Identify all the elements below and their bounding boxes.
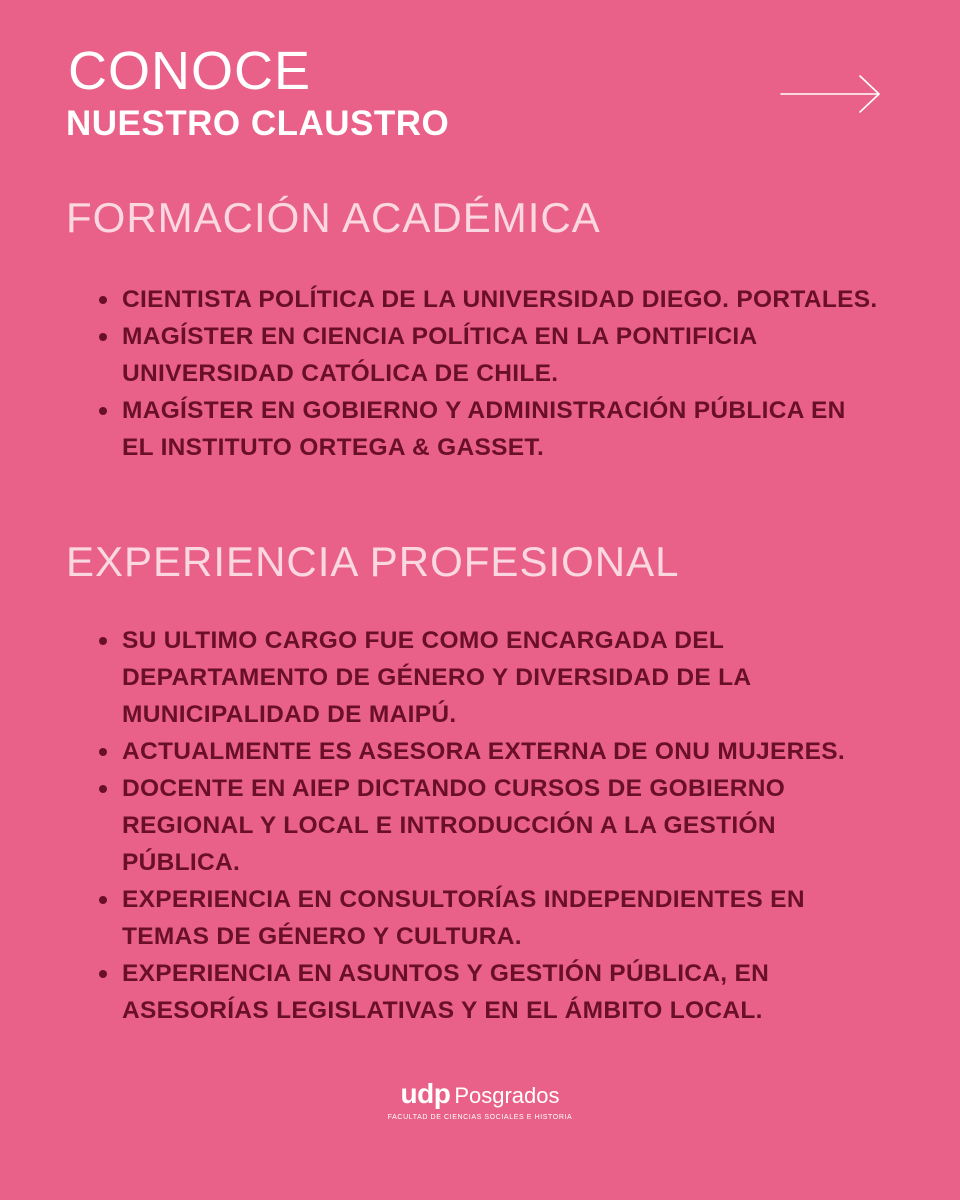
list-item: MAGÍSTER EN CIENCIA POLÍTICA EN LA PONTIFICIA UNIVERSIDAD CATÓLICA DE CHILE. <box>122 318 882 392</box>
arrow-right-icon[interactable] <box>780 72 882 116</box>
list-item: ACTUALMENTE ES ASESORA EXTERNA DE ONU MUJERES. <box>122 733 882 770</box>
section-heading-formacion: FORMACIÓN ACADÉMICA <box>66 194 601 241</box>
list-item: EXPERIENCIA EN CONSULTORÍAS INDEPENDIENTES EN TEMAS DE GÉNERO Y CULTURA. <box>122 881 882 955</box>
page-title: NUESTRO CLAUSTRO <box>66 104 450 143</box>
section-heading-experiencia: EXPERIENCIA PROFESIONAL <box>66 538 680 585</box>
list-item: CIENTISTA POLÍTICA DE LA UNIVERSIDAD DIEGO. PORTALES. <box>122 281 882 318</box>
logo-brand: udp <box>400 1078 451 1109</box>
logo-product: Posgrados <box>454 1083 560 1108</box>
formacion-list <box>122 281 882 466</box>
experiencia-list <box>122 622 882 1029</box>
footer-logo <box>0 1078 960 1121</box>
list-item: EXPERIENCIA EN ASUNTOS Y GESTIÓN PÚBLICA, EN ASESORÍAS LEGISLATIVAS Y EN EL ÁMBITO LOCAL. <box>122 955 882 1029</box>
kicker-text: CONOCE <box>68 41 312 101</box>
list-item: SU ULTIMO CARGO FUE COMO ENCARGADA DEL DEPARTAMENTO DE GÉNERO Y DIVERSIDAD DE LA MUNICIPALIDAD DE MAIPÚ. <box>122 622 882 733</box>
list-item: MAGÍSTER EN GOBIERNO Y ADMINISTRACIÓN PÚBLICA EN EL INSTITUTO ORTEGA & GASSET. <box>122 392 882 466</box>
list-item: DOCENTE EN AIEP DICTANDO CURSOS DE GOBIERNO REGIONAL Y LOCAL E INTRODUCCIÓN A LA GESTIÓN PÚBLICA. <box>122 770 882 881</box>
logo <box>401 1078 560 1110</box>
logo-faculty: FACULTAD DE CIENCIAS SOCIALES E HISTORIA <box>387 1114 573 1121</box>
